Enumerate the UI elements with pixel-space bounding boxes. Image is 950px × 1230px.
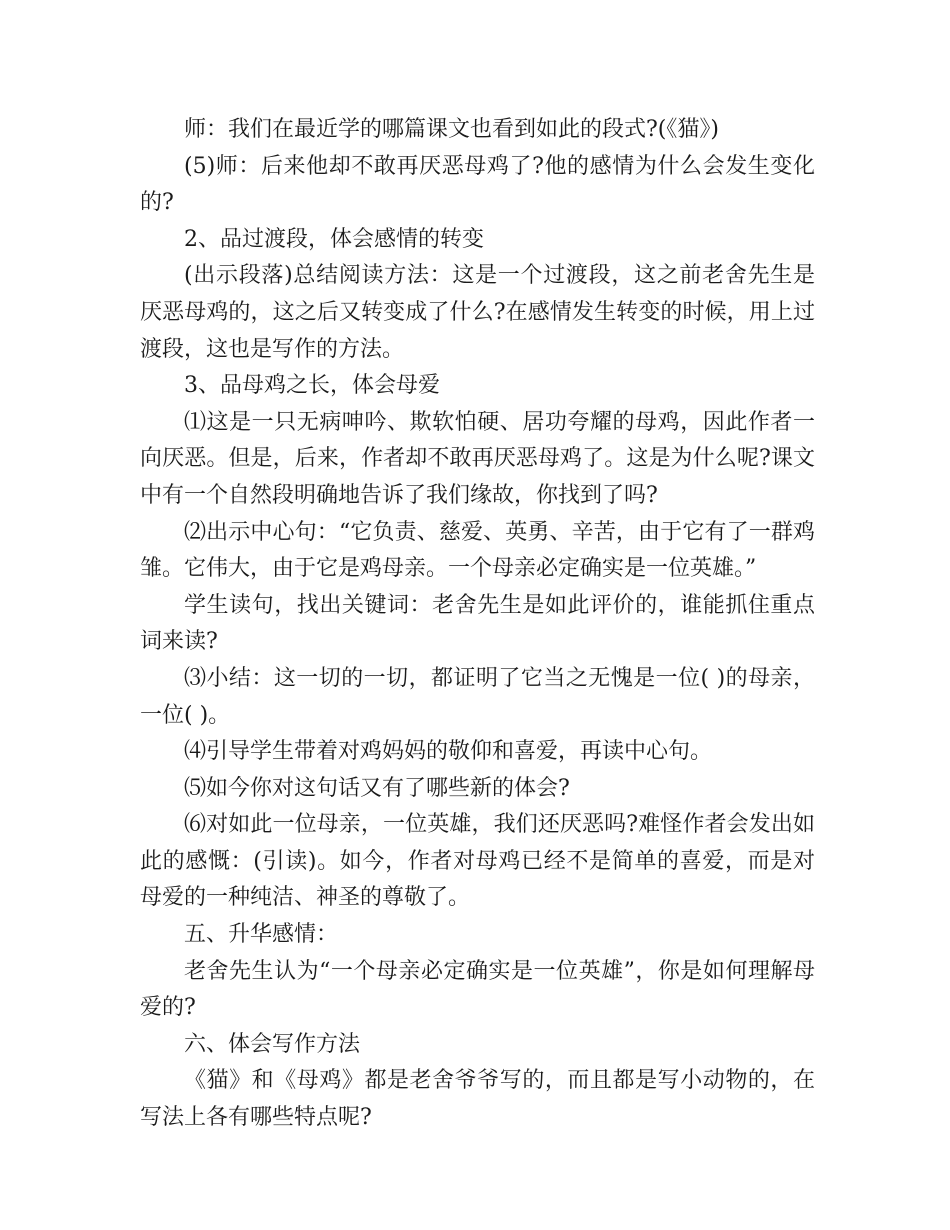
paragraph-student-reading: 学生读句，找出关键词：老舍先生是如此评价的，谁能抓住重点词来读? [140, 592, 815, 655]
section-heading-transition: 2、品过渡段，体会感情的转变 [184, 226, 484, 252]
paragraph-transition-method: (出示段落)总结阅读方法：这是一个过渡段，这之前老舍先生是厌恶母鸡的，这之后又转变成了什么?在感情发生转变的时候，用上过渡段，这也是写作的方法。 [140, 263, 815, 362]
section-heading-sublimate: 五、升华感情： [184, 922, 339, 948]
paragraph-feeling-change-question: (5)师：后来他却不敢再厌恶母鸡了?他的感情为什么会发生变化的? [140, 153, 815, 216]
paragraph-writing-comparison: 《猫》和《母鸡》都是老舍爷爷写的，而且都是写小动物的，在写法上各有哪些特点呢? [140, 1068, 815, 1131]
paragraph-item-3: ⑶小结：这一切的一切，都证明了它当之无愧是一位( )的母亲，一位( )。 [140, 665, 815, 728]
section-heading-writing-method: 六、体会写作方法 [184, 1031, 361, 1057]
paragraph-item-4: ⑷引导学生带着对鸡妈妈的敬仰和喜爱，再读中心句。 [184, 739, 713, 765]
paragraph-teacher-question: 师：我们在最近学的哪篇课文也看到如此的段式?(《猫》) [184, 117, 719, 142]
paragraph-item-2: ⑵出示中心句：“它负责、慈爱、英勇、辛苦，由于它有了一群鸡雏。它伟大，由于它是鸡母亲。一个母亲必定确实是一位英雄。” [140, 519, 815, 582]
paragraph-understanding-maternal-love: 老舍先生认为“一个母亲必定确实是一位英雄”，你是如何理解母爱的? [140, 958, 815, 1021]
paragraph-item-6: ⑹对如此一位母亲，一位英雄，我们还厌恶吗?难怪作者会发出如此的感慨：(引读)。如今，作者对母鸡已经不是简单的喜爱，而是对母爱的一种纯洁、神圣的尊敬了。 [140, 812, 815, 911]
paragraph-item-1: ⑴这是一只无病呻吟、欺软怕硬、居功夸耀的母鸡，因此作者一向厌恶。但是，后来，作者却不敢再厌恶母鸡了。这是为什么呢?课文中有一个自然段明确地告诉了我们缘故，你找到了吗? [140, 409, 815, 508]
section-heading-maternal-love: 3、品母鸡之长，体会母爱 [184, 373, 440, 399]
document-body [140, 112, 815, 1137]
paragraph-item-5: ⑸如今你对这句话又有了哪些新的体会? [184, 775, 570, 801]
